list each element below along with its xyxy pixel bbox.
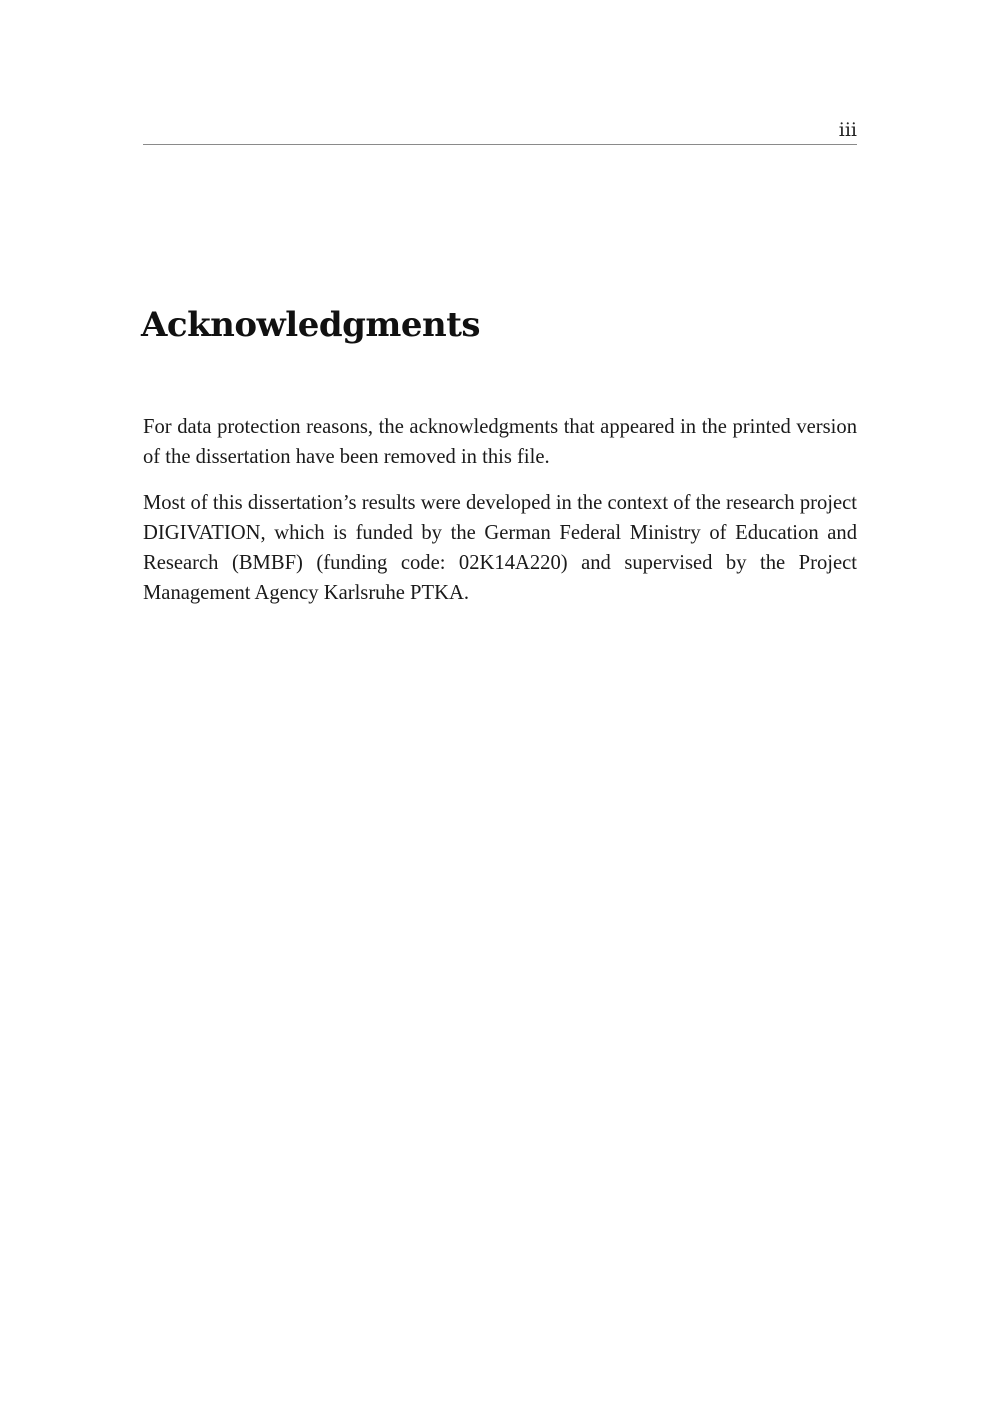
body-text — [143, 412, 857, 624]
paragraph-funding: Most of this dissertation’s results were developed in the context of the research project DIGIVATION, which is funded by the German Federal Ministry of Education and Research (BMBF) (funding code: 02K14A220) and supervised by the Project Management Agency Karlsruhe PTKA. — [143, 491, 857, 605]
running-header — [143, 118, 857, 145]
chapter-title: Acknowledgments — [141, 305, 481, 345]
page-number: iii — [838, 119, 857, 141]
paragraph-data-protection: For data protection reasons, the acknowledgments that appeared in the printed version of the dissertation have been removed in this file. — [143, 416, 857, 469]
